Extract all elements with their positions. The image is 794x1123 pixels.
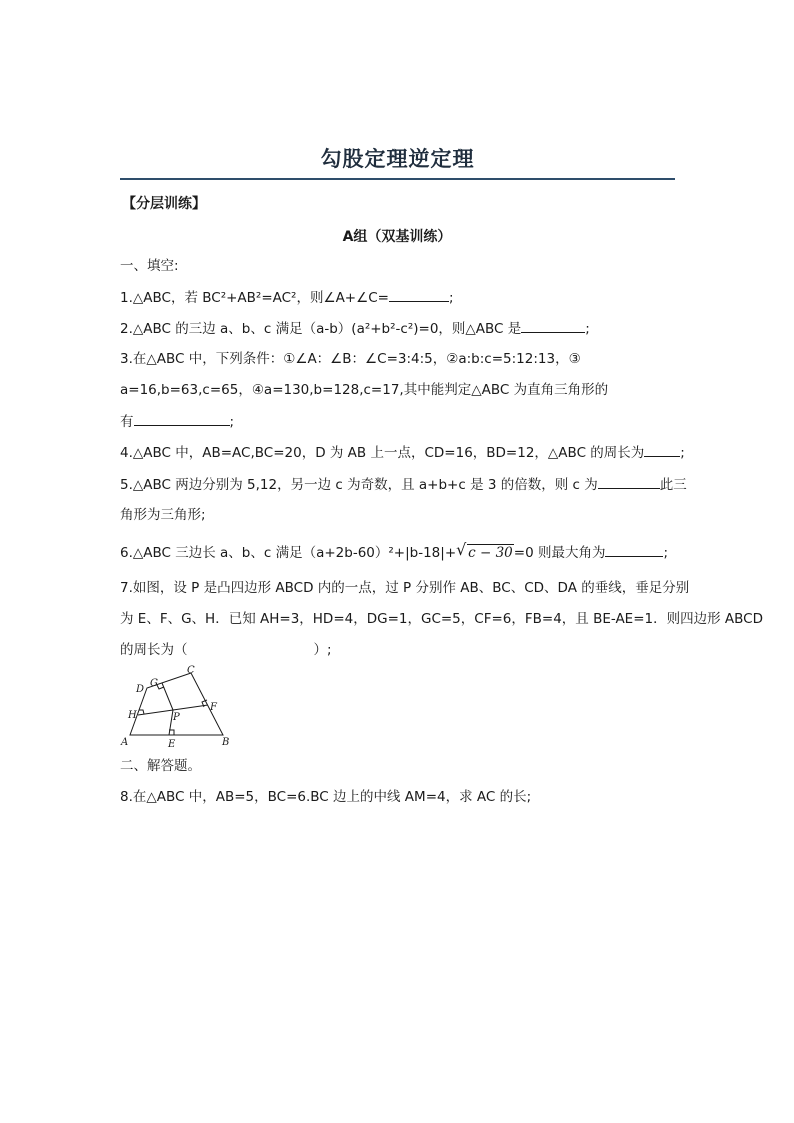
question-6-end: ; — [663, 545, 669, 561]
answer-blank[interactable] — [598, 475, 660, 489]
label-h: H — [128, 710, 137, 721]
question-5-suffix: 此三 — [659, 477, 687, 493]
section-label: 【分层训练】 — [122, 196, 206, 212]
question-4-text: 4.△ABC 中，AB=AC,BC=20，D 为 AB 上一点，CD=16，BD=12，△ABC 的周长为 — [120, 445, 645, 461]
label-a: A — [121, 737, 129, 748]
question-3-line-2: a=16,b=63,c=65，④a=130,b=128,c=17,其中能判定△ABC 为直角三角形的 — [120, 382, 609, 398]
label-d: D — [136, 684, 145, 695]
question-7-line-1: 7.如图，设 P 是凸四边形 ABCD 内的一点，过 P 分别作 AB、BC、CD、DA 的垂线，垂足分别 — [120, 580, 690, 596]
quadrilateral-figure — [118, 664, 243, 748]
label-f: F — [210, 702, 217, 713]
label-g: G — [150, 678, 158, 689]
group-label: A组（双基训练） — [342, 229, 452, 245]
answer-blank[interactable] — [521, 319, 585, 333]
answer-blank[interactable] — [644, 443, 680, 457]
right-angle-mark-h — [139, 710, 144, 714]
radicand: c − 30 — [468, 545, 513, 561]
question-7-line-2: 为 E、F、G、H．已知 AH=3，HD=4，DG=1，GC=5，CF=6，FB=4，且 BE-AE=1．则四边形 ABCD — [120, 611, 763, 627]
question-7-prefix: 的周长为（ — [120, 642, 188, 658]
question-1 — [120, 288, 454, 307]
label-p: P — [173, 712, 180, 723]
question-3-prefix: 有 — [120, 414, 134, 430]
question-5-prefix: 5.△ABC 两边分别为 5,12，另一边 c 为奇数，且 a+b+c 是 3 的倍数，则 c 为 — [120, 477, 598, 493]
title-divider — [120, 178, 675, 180]
question-6-suffix: =0 则最大角为 — [513, 545, 606, 561]
question-4 — [120, 443, 685, 462]
label-c: C — [187, 665, 195, 676]
question-3-line-3 — [120, 412, 234, 431]
part2-header: 二、解答题。 — [120, 758, 201, 774]
label-e: E — [168, 739, 176, 748]
question-3-line-1: 3.在△ABC 中，下列条件：①∠A：∠B：∠C=3:4:5，②a:b:c=5:12:13，③ — [120, 351, 581, 367]
question-1-text: 1.△ABC，若 BC²+AB²=AC²，则∠A+∠C= — [120, 290, 389, 306]
question-5-line-2: 角形为三角形; — [120, 507, 206, 523]
question-5-line-1 — [120, 475, 687, 494]
question-2-text: 2.△ABC 的三边 a、b、c 满足（a-b）(a²+b²-c²)=0，则△ABC 是 — [120, 321, 522, 337]
answer-blank[interactable] — [605, 543, 663, 557]
label-b: B — [222, 737, 230, 748]
question-8: 8.在△ABC 中，AB=5，BC=6.BC 边上的中线 AM=4，求 AC 的长; — [120, 789, 532, 805]
perpendicular-pf — [173, 705, 208, 710]
answer-blank[interactable] — [389, 288, 449, 302]
question-2-end: ; — [585, 321, 590, 337]
page-title: 勾股定理逆定理 — [320, 147, 475, 171]
radical-sign: √ — [456, 540, 467, 559]
question-3-end: ; — [229, 414, 235, 430]
part1-header: 一、填空: — [120, 258, 179, 274]
answer-blank[interactable] — [134, 412, 230, 426]
square-root — [456, 540, 514, 562]
question-2 — [120, 319, 590, 338]
question-7-line-3 — [120, 641, 332, 659]
question-7-suffix: ）; — [313, 642, 332, 658]
question-4-end: ; — [680, 445, 685, 461]
question-6-prefix: 6.△ABC 三边长 a、b、c 满足（a+2b-60）²+|b-18|+ — [120, 545, 457, 561]
question-6 — [120, 540, 669, 562]
question-1-end: ; — [448, 290, 454, 306]
